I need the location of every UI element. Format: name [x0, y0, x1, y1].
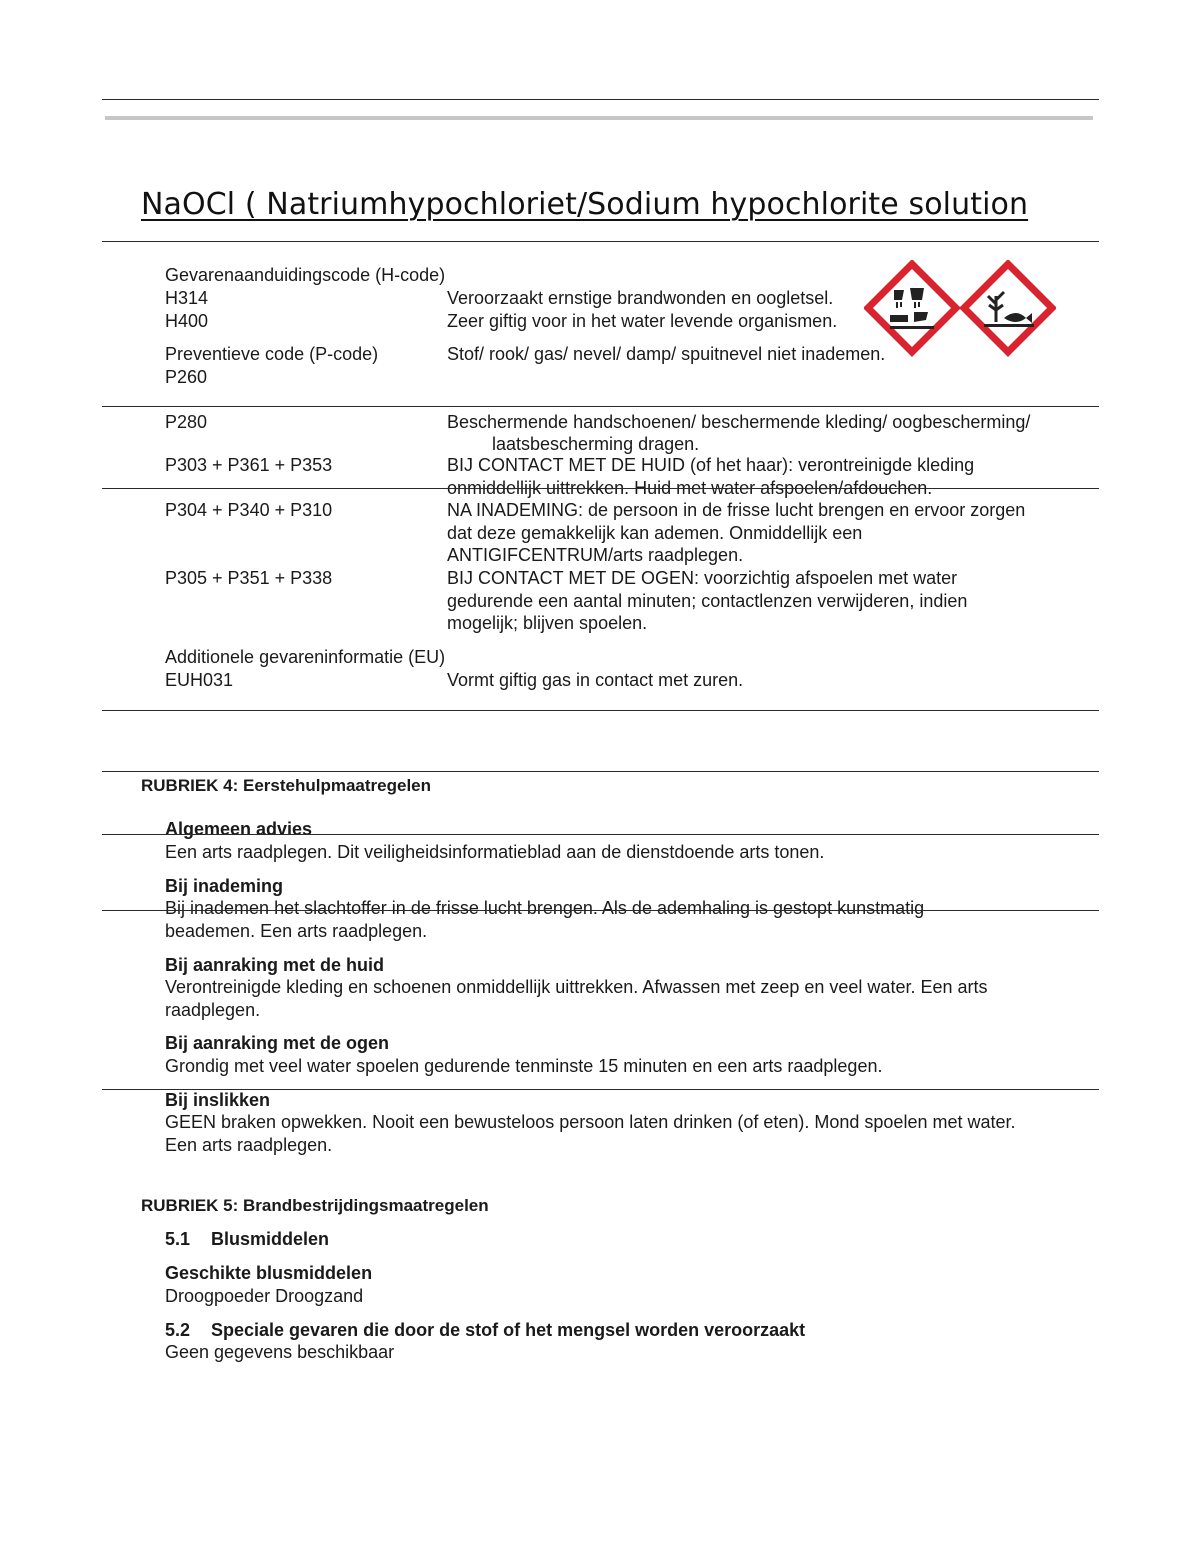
- ghs-pictograms: [864, 260, 1056, 358]
- eye-contact-heading: Bij aanraking met de ogen: [165, 1033, 390, 1053]
- hazard-code: H400: [165, 311, 209, 331]
- precaution-text: laatsbescherming dragen.: [492, 434, 700, 454]
- precaution-code: P280: [165, 412, 208, 432]
- page-break-rule: [102, 488, 1099, 489]
- precaution-text: ANTIGIFCENTRUM/arts raadplegen.: [447, 545, 744, 565]
- precaution-heading: Preventieve code (P-code): [165, 344, 379, 364]
- subsection-number: 5.2: [165, 1320, 191, 1340]
- precaution-code: P304 + P340 + P310: [165, 500, 333, 520]
- precaution-text: gedurende een aantal minuten; contactlenzen verwijderen, indien: [447, 591, 968, 611]
- section-4-title: RUBRIEK 4: Eerstehulpmaatregelen: [141, 776, 432, 795]
- subsection-5-1-heading: [165, 1228, 329, 1251]
- page-break-rule: [102, 771, 1099, 772]
- ingestion-text: Een arts raadplegen.: [165, 1135, 333, 1155]
- precaution-code: P305 + P351 + P338: [165, 568, 333, 588]
- precaution-text: dat deze gemakkelijk kan ademen. Onmiddellijk een: [447, 523, 863, 543]
- subsection-title: Blusmiddelen: [211, 1229, 330, 1249]
- additional-code: EUH031: [165, 670, 234, 690]
- suitable-media-heading: Geschikte blusmiddelen: [165, 1263, 373, 1283]
- precaution-text: NA INADEMING: de persoon in de frisse lucht brengen en ervoor zorgen: [447, 500, 1026, 520]
- corrosion-pictogram-icon: [868, 264, 956, 352]
- skin-contact-heading: Bij aanraking met de huid: [165, 955, 385, 975]
- inhalation-heading: Bij inademing: [165, 876, 284, 896]
- precaution-text: mogelijk; blijven spoelen.: [447, 613, 648, 633]
- section-rule: [102, 710, 1099, 711]
- precaution-text: BIJ CONTACT MET DE HUID (of het haar): verontreinigde kleding: [447, 455, 975, 475]
- section-5-title: RUBRIEK 5: Brandbestrijdingsmaatregelen: [141, 1196, 489, 1215]
- title-rule: [102, 241, 1099, 242]
- skin-contact-text: Verontreinigde kleding en schoenen onmiddellijk uittrekken. Afwassen met zeep en veel water. Een arts: [165, 977, 988, 997]
- ingestion-heading: Bij inslikken: [165, 1090, 271, 1110]
- top-rule: [102, 99, 1099, 100]
- precaution-text: Beschermende handschoenen/ beschermende kleding/ oogbescherming/: [447, 412, 1031, 432]
- ingestion-text: GEEN braken opwekken. Nooit een bewusteloos persoon laten drinken (of eten). Mond spoelen met water.: [165, 1112, 1016, 1132]
- skin-contact-text: raadplegen.: [165, 1000, 261, 1020]
- suitable-media-text: Droogpoeder Droogzand: [165, 1286, 364, 1306]
- precaution-text: Stof/ rook/ gas/ nevel/ damp/ spuitnevel niet inademen.: [447, 344, 886, 364]
- precaution-code: P303 + P361 + P353: [165, 455, 333, 475]
- precaution-code: P260: [165, 367, 208, 387]
- hazard-code: H314: [165, 288, 209, 308]
- special-hazards-text: Geen gegevens beschikbaar: [165, 1342, 395, 1362]
- subsection-5-2-heading: [165, 1319, 805, 1342]
- general-advice-text: Een arts raadplegen. Dit veiligheidsinformatieblad aan de dienstdoende arts tonen.: [165, 842, 825, 862]
- top-gray-rule: [105, 116, 1093, 120]
- additional-heading: Additionele gevareninformatie (EU): [165, 647, 446, 667]
- hazard-text: Zeer giftig voor in het water levende organismen.: [447, 311, 838, 331]
- inhalation-text: beademen. Een arts raadplegen.: [165, 921, 428, 941]
- general-advice-heading: Algemeen advies: [165, 819, 313, 839]
- additional-text: Vormt giftig gas in contact met zuren.: [447, 670, 744, 690]
- page-break-rule: [102, 834, 1099, 835]
- page-title: NaOCl ( Natriumhypochloriet/Sodium hypochlorite solution: [141, 187, 1029, 222]
- subsection-number: 5.1: [165, 1229, 191, 1249]
- page-break-rule: [102, 910, 1099, 911]
- page-break-rule: [102, 406, 1099, 407]
- eye-contact-text: Grondig met veel water spoelen gedurende tenminste 15 minuten en een arts raadplegen.: [165, 1056, 883, 1076]
- precaution-text: BIJ CONTACT MET DE OGEN: voorzichtig afspoelen met water: [447, 568, 958, 588]
- subsection-title: Speciale gevaren die door de stof of het mengsel worden veroorzaakt: [211, 1320, 806, 1340]
- hazard-text: Veroorzaakt ernstige brandwonden en oogletsel.: [447, 288, 834, 308]
- inhalation-text: Bij inademen het slachtoffer in de frisse lucht brengen. Als de ademhaling is gestopt kunstmatig: [165, 898, 925, 918]
- environment-pictogram-icon: [964, 264, 1052, 352]
- hazard-heading: Gevarenaanduidingscode (H-code): [165, 265, 446, 285]
- precaution-text: onmiddellijk uittrekken. Huid met water afspoelen/afdouchen.: [447, 478, 933, 498]
